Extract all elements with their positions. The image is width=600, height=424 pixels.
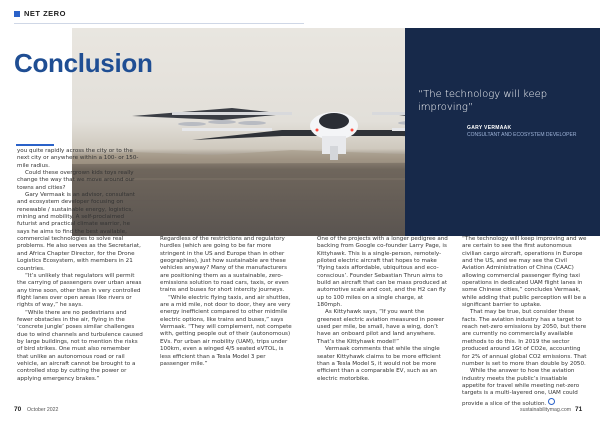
text-column-4 — [462, 236, 589, 408]
pull-quote-text: “The technology will keep improving” — [418, 89, 548, 113]
paragraph-text: While the answer to how the aviation industry meets the public’s insatiable appetite for travel while meeting net-zero targets is a multi-layered one, UAM could provide a slice of the solution. — [462, 368, 580, 407]
paragraph: “The technology will keep improving and we are certain to see the first autonomous civilian cargo aircraft, operations in Europe and the US, and we may see the Civil Aviation Administration of China (CAAC) allowing commercial passenger flying taxi operations in dedicated UAM flight lanes in some Chinese cities,” concludes Vermaak, while adding that public perception will be a significant barrier to uptake. — [462, 236, 587, 309]
paragraph: One of the projects with a longer pedigree and backing from Google co-founder Larry Page, is Kittyhawk. This is a single-person, remotely-piloted electric aircraft that hopes to make ‘flying taxis affordable, ubiquitous and eco-conscious’. Founder Sebastian Thrun aims to build an aircraft that can be mass produced at automotive scale and cost, and the H2 can fly up to 100 miles on a single charge, at 180mph. — [317, 236, 448, 309]
text-column-2 — [160, 236, 295, 368]
section-marker-icon — [14, 11, 20, 17]
issue-date: October 2022 — [27, 407, 59, 413]
paragraph: “It’s unlikely that regulators will permit the carrying of passengers over urban areas any time soon, other than in very controlled flight lanes over open areas like rivers or rights of way,” he says. — [17, 272, 142, 309]
paragraph: As Kittyhawk says, “If you want the greenest electric aviation measured in power used per mile, be small, have a wing, don’t have an onboard pilot and land anywhere. That’s the Kittyhawk model!” — [317, 309, 445, 345]
page-number-left: 70 — [14, 406, 22, 413]
article-headline: Conclusion — [14, 48, 153, 78]
section-label: NET ZERO — [24, 9, 66, 18]
paragraph: Gary Vermaak is an advisor, consultant and ecosystem developer focusing on renewable / sustainable energy, logistics, mining and mobility. A self-proclaimed futurist and practical climate warrior, he says he aims to find the best available, commercial technologies to solve real problems. He also serves as the Secretariat, and Africa Chapter Director, for the Drone Logistics Ecosystem, with members in 21 countries. — [17, 192, 141, 272]
end-of-article-icon — [548, 398, 555, 405]
paragraph: That may be true, but consider these facts. The aviation industry has a target to reach net-zero emissions by 2050, but there are currently no commercially available methods to do this. In 2019 the sector produced around 1Gt of CO2e, accounting for 2% of annual global CO2 emissions. That number is set to more than double by 2050. — [462, 309, 587, 367]
text-column-1 — [17, 148, 143, 383]
paragraph: you quite rapidly across the city or to the next city or anywhere within a 100- or 150-mile radius. — [17, 148, 139, 169]
paragraph: Vermaak comments that while the single seater Kittyhawk claims to be more efficient than a Tesla Model S, it would not be more efficient than a comparable EV, such as an electric motorbike. — [317, 346, 441, 382]
paragraph: Regardless of the restrictions and regulatory hurdles (which are going to be far more stringent in the US and Europe than in other geographies), just how sustainable are these vehicles anyway? Many of the manufacturers are positioning them as a sustainable, zero-emissions solution to road cars, taxis, or even trains and buses for short intercity journeys. — [160, 236, 289, 294]
page-number-right: 71 — [575, 406, 583, 413]
accent-line — [16, 144, 54, 146]
text-column-3 — [317, 236, 449, 383]
paragraph: Could these overgrown kids toys really change the way that we move around our towns and cities? — [17, 170, 135, 191]
pull-quote-role: CONSULTANT AND ECOSYSTEM DEVELOPER — [467, 132, 577, 138]
header-rule — [14, 23, 304, 24]
paragraph — [462, 368, 589, 408]
paragraph: “While there are no pedestrians and fewer obstacles in the air, flying in the ‘concrete jungle’ poses similar challenges due to wind channels and turbulence caused by large buildings, not to mention the risks of bird strikes. One must also remember that unlike an autonomous road or rail vehicle, an aircraft cannot be brought to a controlled stop by cutting the power or applying emergency brakes.” — [17, 309, 143, 382]
pull-quote-name: GARY VERMAAK — [467, 125, 512, 131]
paragraph: “While electric flying taxis, and air shuttles, are a mid mile, not door to door, they are very energy inefficient compared to other midmile electric options, like trains and buses,” says Vermaak. “They will complement, not compete with, getting people out of their (autonomous) EVs. For urban air mobility (UAM), trips under 100km, even a winged 4/5 seated eVTOL, is less efficient than a Tesla Model 3 per passenger mile.” — [160, 294, 292, 367]
site-url: sustainabilitymag.com — [520, 407, 572, 413]
